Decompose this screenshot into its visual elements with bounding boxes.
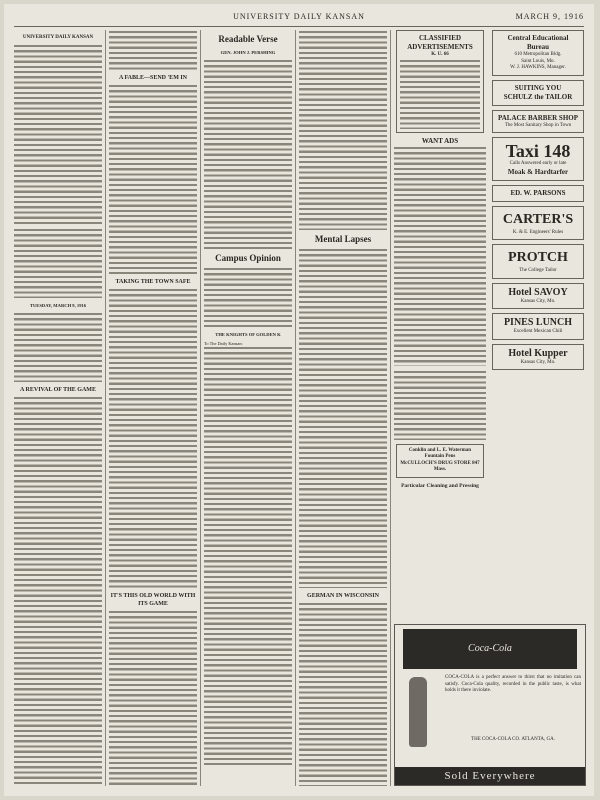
letter-salutation: To The Daily Kansan: [204, 341, 243, 346]
moak-name: Moak & Hardtarfer [507, 167, 569, 176]
coca-cola-company: THE COCA-COLA CO. ATLANTA, GA. [471, 737, 555, 742]
headline-german-wisconsin: GERMAN IN WISCONSIN [307, 593, 379, 599]
coca-cola-slogan: Sold Everywhere [395, 767, 585, 785]
taxi-number: Taxi 148 [505, 141, 571, 161]
headline-fable: A FABLE—SEND 'EM IN [118, 75, 188, 81]
opinion-intro [204, 267, 292, 327]
palace-barber: PALACE BARBER SHOP [498, 113, 578, 122]
newspaper-page [4, 4, 594, 796]
staff-listing [14, 44, 102, 224]
bottle-icon [409, 677, 427, 747]
article-top [299, 30, 387, 230]
pines-title: PINES LUNCH [503, 317, 573, 328]
kupper-sub: Kansas City, Mo. [520, 359, 556, 365]
column-three [204, 30, 292, 786]
pines-sub: Excellent Mexican Chili [513, 329, 563, 334]
column-two [109, 30, 197, 786]
masthead [14, 12, 584, 27]
kupper-title: Hotel Kupper [508, 347, 568, 359]
classified-rates [400, 59, 480, 129]
headline-readable-verse: Readable Verse [218, 34, 278, 44]
article-town-safe [109, 288, 197, 588]
masthead-title: UNIVERSITY DAILY KANSAN [233, 12, 365, 21]
protch-title: PROTCH [508, 250, 568, 265]
parsons-name: ED. W. PARSONS [510, 188, 566, 197]
central-bureau-title: Central Educational Bureau [507, 34, 569, 51]
coca-cola-logo: Coca-Cola [403, 629, 577, 669]
notice-text [14, 228, 102, 298]
cleaning-ad: Particular Cleaning and Pressing [401, 482, 479, 489]
protch-sub: The College Tailor [519, 268, 557, 273]
article-world-game [109, 610, 197, 786]
kansan-phone: K. U. 66 [431, 52, 449, 57]
professional-cards [394, 370, 486, 440]
want-ads-heading: WANT ADS [421, 136, 459, 145]
article-revival [14, 396, 102, 786]
column-four [299, 30, 387, 786]
headline-campus-opinion: Campus Opinion [215, 253, 281, 263]
article-german [299, 602, 387, 786]
nameplate: UNIVERSITY DAILY KANSAN [22, 35, 94, 40]
taxi-sub: Calls Answered early or late [509, 161, 567, 166]
editorial-intro [14, 312, 102, 382]
headline-mental-lapses: Mental Lapses [314, 234, 372, 244]
mcculloch-ad: McCULLOCH'S DRUG STORE 847 Mass. [400, 460, 480, 472]
central-bureau-address: 610 Metropolitan Bldg. [514, 52, 562, 57]
tailor-slogan: SUITING YOU [514, 83, 562, 92]
headline-world-game: IT'S THIS OLD WORLD WITH ITS GAME [110, 593, 196, 607]
verse-title: GEN. JOHN J. PERSHING [220, 50, 276, 55]
carters-sub: K. & E. Engineers' Rules [512, 229, 564, 235]
editorial-date: TUESDAY, MARCH 9, 1916 [29, 303, 87, 308]
schulz-tailor: SCHULZ the TAILOR [503, 92, 573, 101]
column-editorial [14, 30, 102, 786]
article-continued [109, 30, 197, 70]
coca-cola-ad [394, 626, 586, 786]
headline-knights: THE KNIGHTS OF GOLDEN K [215, 332, 281, 337]
article-mental-lapses [299, 248, 387, 588]
masthead-date: MARCH 9, 1916 [515, 12, 584, 21]
headline-town-safe: TAKING THE TOWN SAFE [115, 279, 191, 285]
verse-text [204, 59, 292, 249]
want-ads-list [394, 146, 486, 366]
fountain-pens-ad: Conklin and L. E. Waterman Fountain Pens [408, 447, 472, 459]
savoy-sub: Kansas City, Mo. [520, 298, 556, 304]
savoy-title: Hotel SAVOY [508, 286, 568, 298]
palace-barber-sub: The Most Sanitary Shop in Town [504, 122, 572, 128]
letter-text [204, 346, 292, 766]
headline-revival: A REVIVAL OF THE GAME [20, 387, 96, 393]
carters-title: CARTER'S [502, 211, 574, 227]
central-bureau-city: Saint Louis, Mo. [521, 58, 555, 64]
article-fable [109, 84, 197, 274]
coca-cola-body: COCA-COLA is a perfect answer to thirst that no imitation can satisfy. Coca-Cola quality, recorded in the public taste, is what holds it there inviolate. [445, 675, 581, 693]
central-bureau-manager: W. J. HAWKINS, Manager. [510, 65, 566, 70]
classified-heading: CLASSIFIED ADVERTISEMENTS [407, 34, 473, 51]
column-ads [490, 30, 586, 616]
